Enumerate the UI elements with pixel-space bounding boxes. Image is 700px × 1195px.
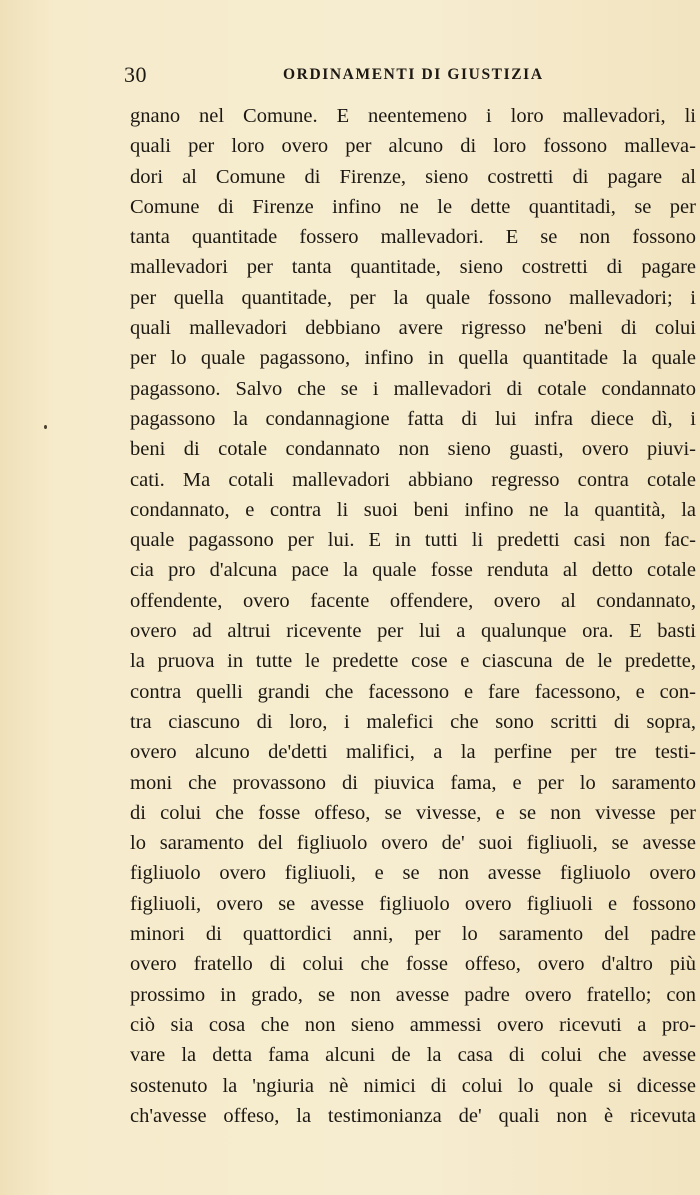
- text-line: cia pro d'alcuna pace la quale fosse renduta al detto cotale: [130, 559, 696, 582]
- text-line: figliuoli, overo se avesse figliuolo overo figliuoli e fossono: [130, 892, 696, 915]
- text-line: tanta quantitade fossero mallevadori. E se non fossono: [130, 226, 696, 249]
- text-line: contra quelli grandi che facessono e fare facessono, e con-: [130, 680, 696, 703]
- text-line: tra ciascuno di loro, i malefici che sono scritti di sopra,: [130, 710, 696, 733]
- text-line: per lo quale pagassono, infino in quella quantitade la quale: [130, 347, 696, 370]
- running-title: ORDINAMENTI DI GIUSTIZIA: [283, 66, 544, 83]
- text-line: sostenuto la 'ngiuria nè nimici di colui lo quale si dicesse: [130, 1074, 696, 1097]
- page-header: [124, 62, 696, 92]
- text-line: per quella quantitade, per la quale fossono mallevadori; i: [130, 286, 696, 309]
- text-line: pagassono la condannagione fatta di lui infra diece dì, i: [130, 407, 696, 430]
- text-line: prossimo in grado, se non avesse padre overo fratello; con: [130, 983, 696, 1006]
- text-line: quale pagassono per lui. E in tutti li predetti casi non fac-: [130, 529, 696, 552]
- text-line: ch'avesse offeso, la testimonianza de' quali non è ricevuta: [130, 1104, 696, 1127]
- text-line: quali per loro overo per alcuno di loro fossono malleva-: [130, 135, 696, 158]
- text-line: la pruova in tutte le predette cose e ciascuna de le predette,: [130, 650, 696, 673]
- text-line: minori di quattordici anni, per lo saramento del padre: [130, 923, 696, 946]
- text-line: cati. Ma cotali mallevadori abbiano regresso contra cotale: [130, 468, 696, 491]
- text-line: beni di cotale condannato non sieno guasti, overo piuvi-: [130, 438, 696, 461]
- text-line: di colui che fosse offeso, se vivesse, e se non vivesse per: [130, 801, 696, 824]
- page-number: 30: [124, 62, 147, 87]
- text-line: figliuolo overo figliuoli, e se non avesse figliuolo overo: [130, 862, 696, 885]
- text-line: lo saramento del figliuolo overo de' suoi figliuoli, se avesse: [130, 832, 696, 855]
- text-line: offendente, overo facente offendere, overo al condannato,: [130, 589, 696, 612]
- text-line: overo alcuno de'detti malifici, a la perfine per tre testi-: [130, 741, 696, 764]
- text-line: moni che provassono di piuvica fama, e per lo saramento: [130, 771, 696, 794]
- text-line: pagassono. Salvo che se i mallevadori di cotale condannato: [130, 377, 696, 400]
- text-line: condannato, e contra li suoi beni infino ne la quantità, la: [130, 498, 696, 521]
- text-line: ciò sia cosa che non sieno ammessi overo ricevuti a pro-: [130, 1013, 696, 1036]
- text-line: mallevadori per tanta quantitade, sieno costretti di pagare: [130, 256, 696, 279]
- text-line: overo ad altrui ricevente per lui a qualunque ora. E basti: [130, 620, 696, 643]
- text-line: dori al Comune di Firenze, sieno costretti di pagare al: [130, 165, 696, 188]
- text-line: gnano nel Comune. E neentemeno i loro mallevadori, li: [130, 105, 696, 127]
- text-line: vare la detta fama alcuni de la casa di colui che avesse: [130, 1044, 696, 1067]
- text-line: Comune di Firenze infino ne le dette quantitadi, se per: [130, 195, 696, 218]
- paper-speck: [44, 425, 47, 429]
- text-line: overo fratello di colui che fosse offeso, overo d'altro più: [130, 953, 696, 976]
- body-text: [130, 101, 696, 1131]
- text-line: quali mallevadori debbiano avere rigresso ne'beni di colui: [130, 317, 696, 340]
